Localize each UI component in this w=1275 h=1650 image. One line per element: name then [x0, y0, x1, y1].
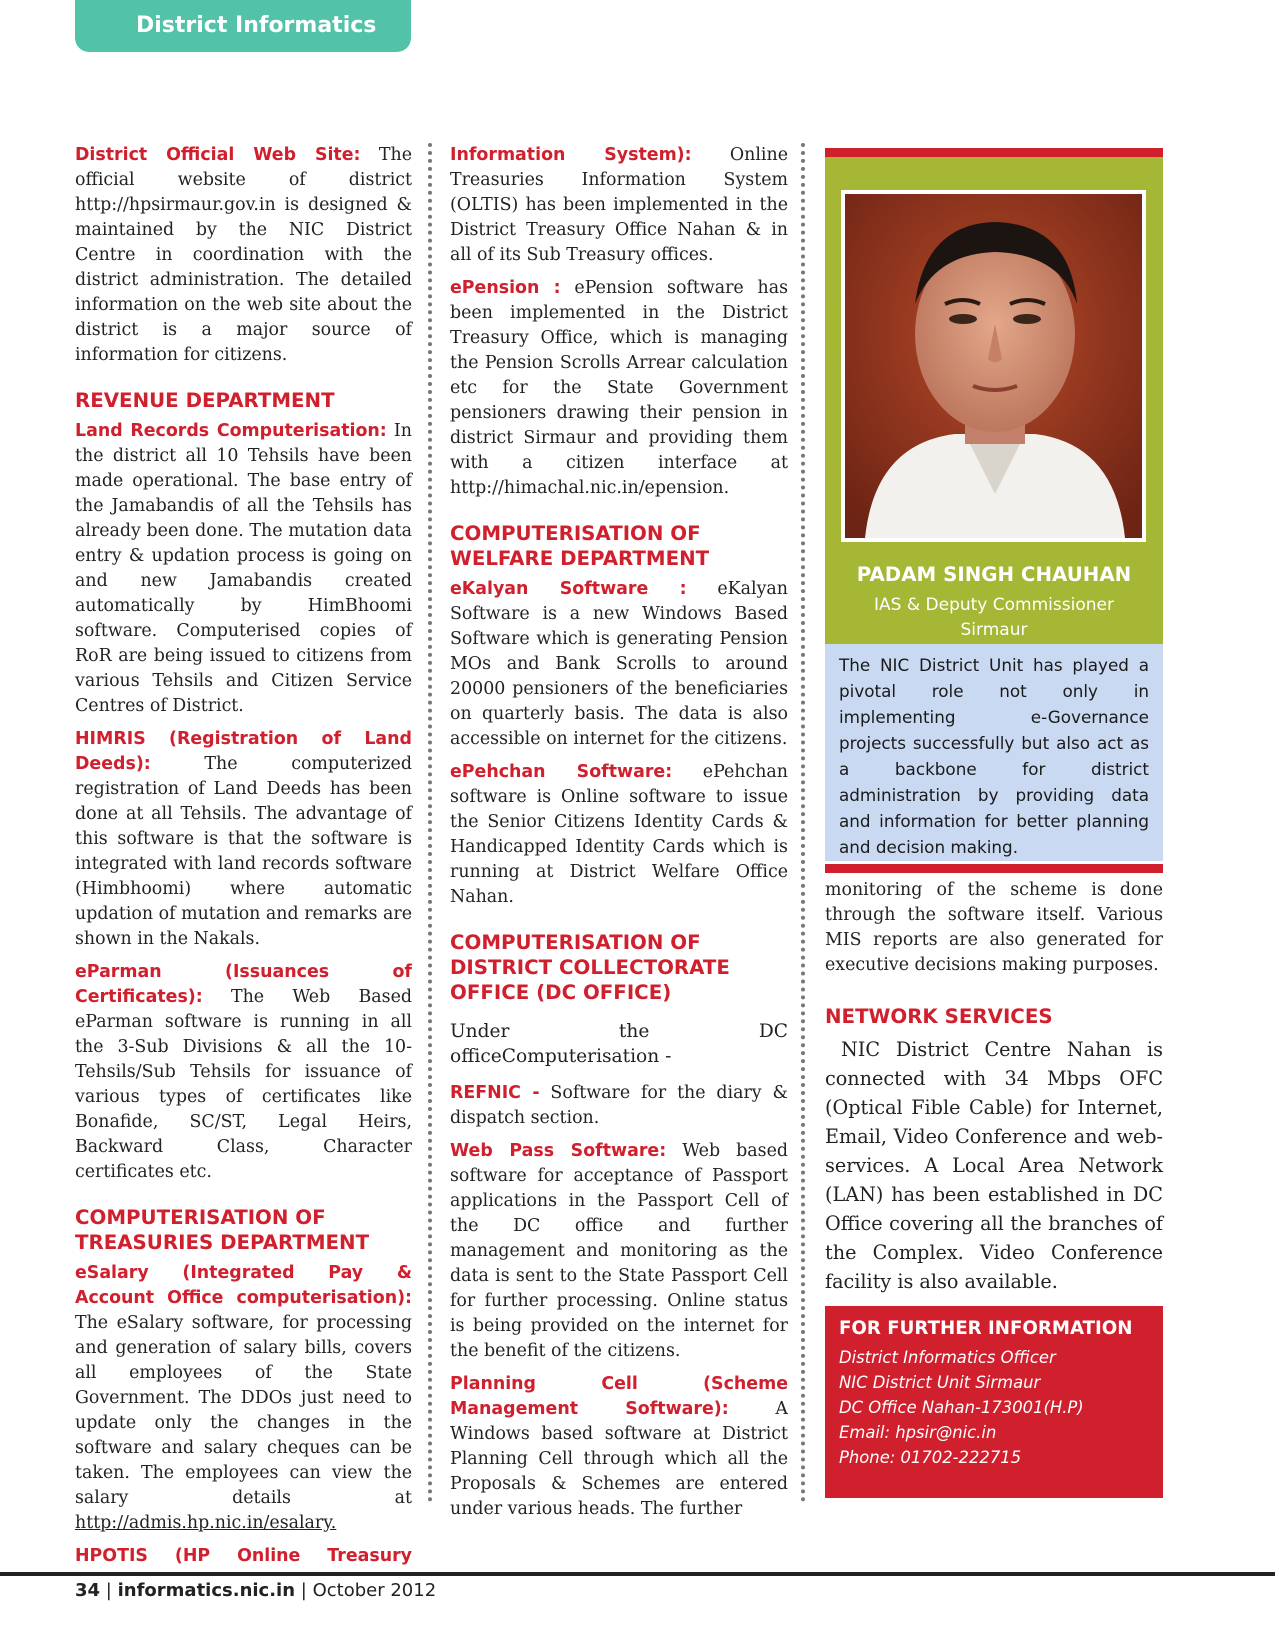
oltis-text: Online Treasuries Information System (OLTIS) has been implemented in the District Treasury Office Nahan & in all of its Sub Treasury offices.	[450, 145, 788, 265]
column-divider-1	[428, 143, 432, 1503]
web-site-paragraph	[75, 143, 412, 368]
land-records-text: In the district all 10 Tehsils have been made operational. The base entry of the Jamabandis of all the Tehsils has already been done. The mutation data entry & updation process is going on and new Jamabandis created automatically by HimBhoomi software. Computerised copies of RoR are being issued to citizens from various Tehsils and Citizen Service Centres of District.	[75, 421, 412, 716]
further-info-line: DC Office Nahan-173001(H.P)	[839, 1398, 1084, 1417]
refnic-paragraph	[450, 1081, 788, 1131]
esalary-text: The eSalary software, for processing and generation of salary bills, covers all employees of the State Government. The DDOs just need to update only the changes in the software and salary cheques can be taken. The employees can view the salary details at	[75, 1313, 412, 1508]
further-info-box	[825, 1306, 1163, 1498]
further-info-email[interactable]: Email: hpsir@nic.in	[839, 1423, 997, 1442]
refnic-key: REFNIC -	[450, 1083, 540, 1103]
column-divider-2	[801, 143, 805, 1503]
planning-key: Planning Cell (Scheme Management Software):	[450, 1374, 788, 1419]
himris-key: HIMRIS (Registration of Land Deeds):	[75, 729, 412, 774]
revenue-heading: REVENUE DEPARTMENT	[75, 389, 335, 412]
scheme-monitoring-paragraph: monitoring of the scheme is done through the software itself. Various MIS reports are also generated for executive decisions making purposes.	[825, 880, 1163, 975]
card-top-bar	[825, 148, 1163, 157]
hpotis-paragraph	[75, 1544, 412, 1569]
land-records-key: Land Records Computerisation:	[75, 421, 387, 441]
ekalyan-text: eKalyan Software is a new Windows Based Software which is generating Pension MOs and Bank Scrolls to around 20000 pensioners of the beneficiaries on quarterly basis. The data is also accessible on internet for the citizens.	[450, 579, 788, 749]
oltis-paragraph	[450, 143, 788, 268]
profile-name: PADAM SINGH CHAUHAN	[856, 563, 1132, 586]
card-green-panel	[825, 157, 1163, 644]
eparman-key: eParman (Issuances of Certificates):	[75, 962, 412, 1007]
planning-paragraph	[450, 1372, 788, 1522]
esalary-key: eSalary (Integrated Pay & Account Office computerisation):	[75, 1263, 412, 1308]
epension-text: ePension software has been implemented in the District Treasury Office, which is managing the Pension Scrolls Arrear calculation etc for the State Government pensioners drawing their pension in district Sirmaur and providing them with a citizen interface at http://himachal.nic.in/epension.	[450, 278, 788, 498]
network-paragraph	[825, 1035, 1163, 1296]
hpotis-key: HPOTIS (HP Online Treasury	[75, 1546, 412, 1566]
welfare-heading: COMPUTERISATION OF WELFARE DEPARTMENT	[450, 522, 710, 570]
further-info-line: District Informatics Officer	[839, 1348, 1056, 1367]
epension-paragraph	[450, 276, 788, 501]
web-site-text: The official website of district http://hpsirmaur.gov.in is designed & maintained by the NIC District Centre in coordination with the district administration. The detailed information on the web site about the district is a major source of information for citizens.	[75, 145, 412, 365]
planning-text: A Windows based software at District Planning Cell through which all the Proposals & Schemes are entered under various heads. The further	[450, 1399, 788, 1519]
ekalyan-key: eKalyan Software :	[450, 579, 687, 599]
footer-rule	[0, 1572, 1275, 1576]
himris-paragraph	[75, 727, 412, 952]
column-3	[825, 878, 1163, 1304]
land-records-paragraph	[75, 419, 412, 719]
esalary-paragraph	[75, 1261, 412, 1536]
webpass-text: Web based software for acceptance of Passport applications in the Passport Cell of the DC office and further management and monitoring as the data is sent to the State Passport Cell for further processing. Online status is being provided on the internet for the benefit of the citizens.	[450, 1141, 788, 1361]
eparman-text: The Web Based eParman software is running in all the 3-Sub Divisions & all the 10-Tehsils/Sub Tehsils for issuance of various types of certificates like Bonafide, SC/ST, Legal Heirs, Backward Class, Character certificates etc.	[75, 987, 412, 1182]
epehchan-paragraph	[450, 760, 788, 910]
epehchan-text: ePehchan software is Online software to issue the Senior Citizens Identity Cards & Handicapped Identity Cards which is running at District Welfare Office Nahan.	[450, 762, 788, 907]
epension-key: ePension :	[450, 278, 561, 298]
network-text: NIC District Centre Nahan is connected with 34 Mbps OFC (Optical Fible Cable) for Internet, Email, Video Conference and web-services. A Local Area Network (LAN) has been established in DC Office covering all the branches of the Complex. Video Conference facility is also available.	[825, 1038, 1163, 1293]
designation-line-1: IAS & Deputy Commissioner	[874, 595, 1114, 615]
page-number: 34	[75, 1580, 101, 1601]
refnic-text: Software for the diary & dispatch section.	[450, 1083, 788, 1128]
profile-photo	[841, 190, 1146, 542]
section-tab	[75, 0, 411, 52]
network-heading: NETWORK SERVICES	[825, 1005, 1053, 1028]
further-info-title: FOR FURTHER INFORMATION	[839, 1318, 1133, 1339]
profile-card	[825, 148, 1163, 874]
profile-designation	[825, 593, 1163, 643]
himris-text: The computerized registration of Land Deeds has been done at all Tehsils. The advantage of this software is that the software is integrated with land records software (Himbhoomi) where automatic updation of mutation and remarks are shown in the Nakals.	[75, 754, 412, 949]
web-site-key: District Official Web Site:	[75, 145, 361, 165]
footer	[75, 1580, 436, 1601]
esalary-link[interactable]: http://admis.hp.nic.in/esalary.	[75, 1513, 337, 1533]
treasury-heading: COMPUTERISATION OF TREASURIES DEPARTMENT	[75, 1206, 370, 1254]
footer-separator: |	[105, 1580, 112, 1601]
webpass-key: Web Pass Software:	[450, 1141, 667, 1161]
epehchan-key: ePehchan Software:	[450, 762, 673, 782]
quote-text: The NIC District Unit has played a pivotal role not only in implementing e-Governance projects successfully but also act as a backbone for district administration by providing data and information for better planning and decision making.	[839, 655, 1149, 857]
footer-site[interactable]: informatics.nic.in	[117, 1580, 296, 1601]
quote-box	[825, 644, 1163, 861]
collectorate-heading: COMPUTERISATION OF DISTRICT COLLECTORATE OFFICE (DC OFFICE)	[450, 931, 730, 1004]
webpass-paragraph	[450, 1139, 788, 1364]
footer-separator: |	[300, 1580, 307, 1601]
card-bottom-bar	[825, 864, 1163, 873]
column-1	[75, 143, 412, 1577]
under-dc-paragraph	[450, 1019, 788, 1069]
section-tab-label: District Informatics	[136, 13, 377, 38]
footer-date: October 2012	[312, 1580, 437, 1601]
column-2	[450, 143, 788, 1530]
further-info-line: NIC District Unit Sirmaur	[839, 1373, 1041, 1392]
eparman-paragraph	[75, 960, 412, 1185]
ekalyan-paragraph	[450, 577, 788, 752]
further-info-phone: Phone: 01702-222715	[839, 1448, 1022, 1467]
portrait-image	[845, 194, 1142, 538]
designation-line-2: Sirmaur	[960, 620, 1028, 640]
oltis-key: Information System):	[450, 145, 692, 165]
under-dc-text: Under the DC officeComputerisation -	[450, 1021, 788, 1067]
